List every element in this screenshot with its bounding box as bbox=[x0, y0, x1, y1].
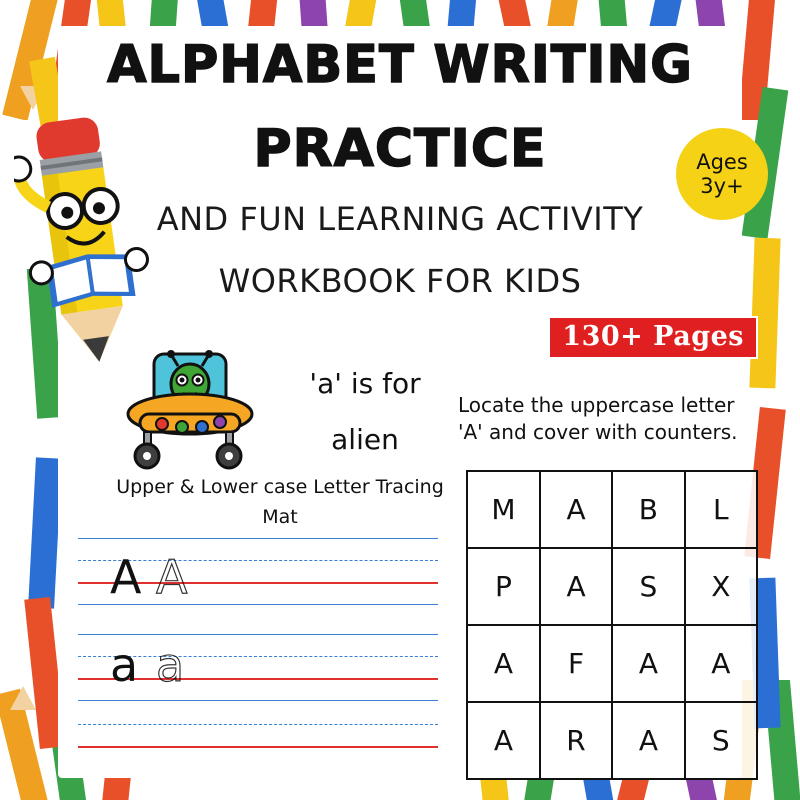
grid-cell[interactable]: P bbox=[467, 548, 540, 625]
alien-ufo-icon bbox=[110, 348, 270, 473]
grid-cell[interactable]: A bbox=[467, 702, 540, 779]
grid-cell[interactable]: F bbox=[540, 625, 612, 702]
page-title-line1: ALPHABET WRITING bbox=[107, 35, 693, 95]
letter-search-grid bbox=[466, 470, 758, 780]
table-row bbox=[467, 548, 757, 625]
grid-cell[interactable]: A bbox=[540, 548, 612, 625]
grid-cell[interactable]: S bbox=[685, 702, 757, 779]
letter-tracing-mat bbox=[78, 538, 438, 768]
rule-line bbox=[78, 746, 438, 748]
pages-count-badge: 130+ Pages bbox=[548, 316, 758, 359]
trace-lowercase-solid: a bbox=[110, 638, 139, 692]
locate-instruction-line1: Locate the uppercase letter bbox=[458, 393, 735, 417]
tracing-mat-caption bbox=[100, 472, 460, 532]
grid-cell[interactable]: A bbox=[612, 702, 684, 779]
rule-line bbox=[78, 700, 438, 701]
grid-cell[interactable]: A bbox=[685, 625, 757, 702]
grid-cell[interactable]: R bbox=[540, 702, 612, 779]
grid-cell[interactable]: A bbox=[540, 471, 612, 548]
ages-badge bbox=[676, 128, 768, 220]
ages-badge-line2: 3y+ bbox=[700, 174, 744, 198]
ages-badge-line1: Ages bbox=[696, 150, 748, 174]
trace-lowercase-dotted: a bbox=[156, 638, 185, 692]
grid-cell[interactable]: L bbox=[685, 471, 757, 548]
pencil-mascot-icon bbox=[14, 110, 164, 380]
page-title-line2: PRACTICE bbox=[253, 119, 547, 179]
trace-uppercase-solid: A bbox=[110, 550, 142, 604]
a-is-for-text bbox=[270, 356, 460, 468]
grid-cell[interactable]: X bbox=[685, 548, 757, 625]
locate-instruction-line2: 'A' and cover with counters. bbox=[458, 420, 738, 444]
grid-cell[interactable]: M bbox=[467, 471, 540, 548]
tracing-caption-line2: Mat bbox=[262, 506, 298, 528]
rule-line bbox=[78, 538, 438, 539]
table-row bbox=[467, 625, 757, 702]
rule-line bbox=[78, 604, 438, 605]
grid-cell[interactable]: B bbox=[612, 471, 684, 548]
trace-uppercase-dotted: A bbox=[156, 550, 188, 604]
grid-cell[interactable]: A bbox=[467, 625, 540, 702]
table-row bbox=[467, 471, 757, 548]
locate-instruction bbox=[458, 392, 758, 446]
grid-cell[interactable]: A bbox=[612, 625, 684, 702]
page-subtitle-line1: AND FUN LEARNING ACTIVITY bbox=[156, 200, 644, 238]
a-is-for-line2: alien bbox=[331, 423, 399, 456]
grid-cell[interactable]: S bbox=[612, 548, 684, 625]
rule-line bbox=[78, 724, 438, 725]
tracing-caption-line1: Upper & Lower case Letter Tracing bbox=[116, 476, 444, 498]
table-row bbox=[467, 702, 757, 779]
rule-line bbox=[78, 634, 438, 635]
page-subtitle-line2: WORKBOOK FOR KIDS bbox=[218, 262, 582, 300]
a-is-for-line1: 'a' is for bbox=[309, 367, 421, 400]
